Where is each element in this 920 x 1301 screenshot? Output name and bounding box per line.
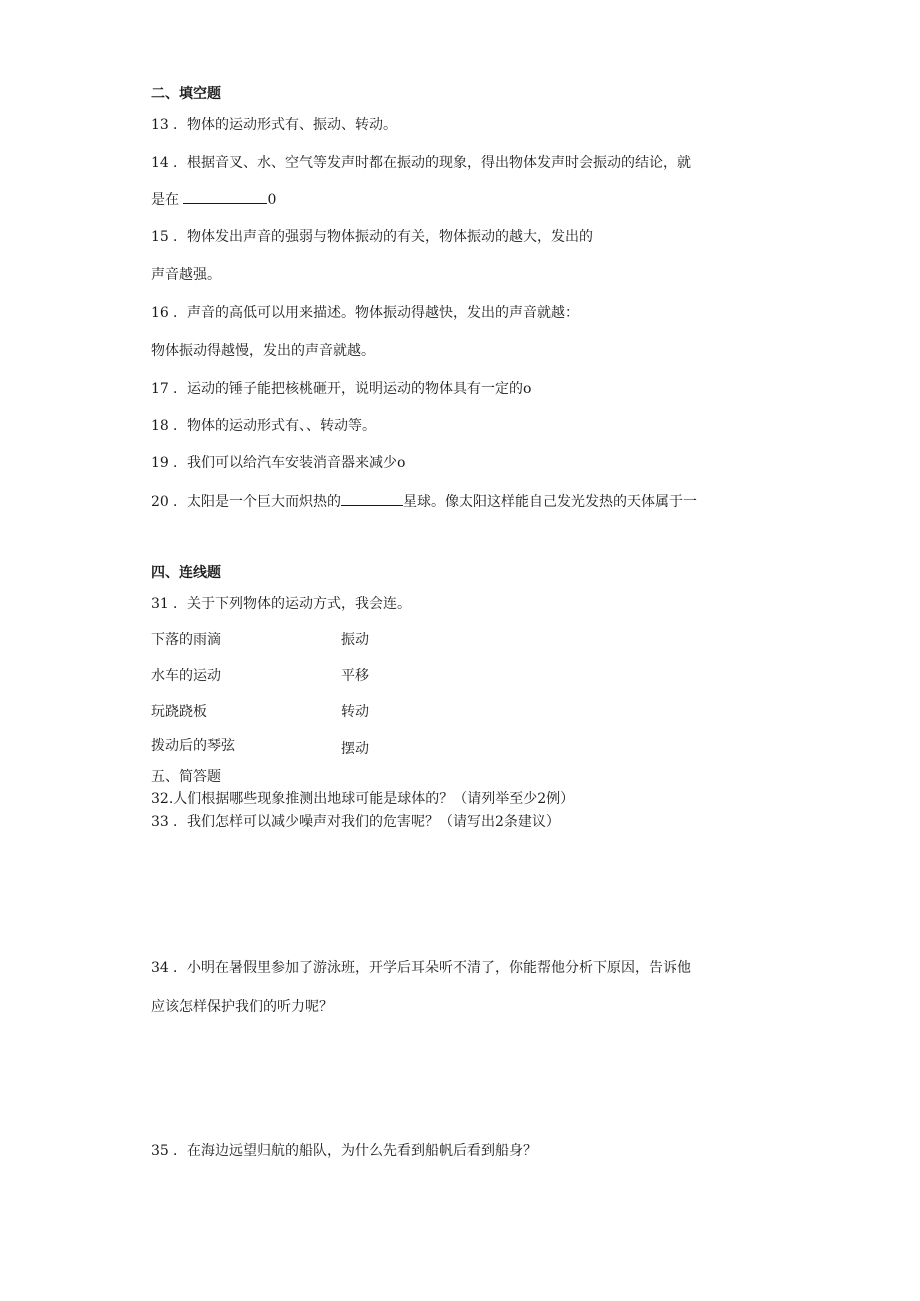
question-number: 31 <box>151 596 169 612</box>
question-number: 20 <box>151 494 169 510</box>
question-19 <box>151 453 405 473</box>
match-left-item[interactable]: 玩跷跷板 <box>151 704 207 720</box>
match-left-item[interactable]: 拨动后的琴弦 <box>151 738 235 754</box>
question-text: 是在 <box>151 192 179 208</box>
question-number: 18 <box>151 418 169 434</box>
question-34 <box>151 958 691 978</box>
question-13 <box>151 115 397 135</box>
question-text: 星球。像太阳这样能自己发光发热的天体属于一 <box>403 494 697 510</box>
question-34-continuation: 应该怎样保护我们的听力呢？ <box>151 999 333 1015</box>
question-18 <box>151 416 376 436</box>
question-number: 15 <box>151 229 169 245</box>
question-text: ．在海边远望归航的船队，为什么先看到船帆后看到船身？ <box>173 1143 537 1159</box>
match-left-item[interactable]: 下落的雨滴 <box>151 632 221 648</box>
answer-blank[interactable] <box>341 491 403 506</box>
question-33 <box>151 812 560 832</box>
match-right-item[interactable]: 平移 <box>341 668 369 684</box>
question-number: 16 <box>151 305 169 321</box>
question-text: ．我们怎样可以减少噪声对我们的危害呢？（请写出2条建议） <box>173 814 560 830</box>
question-20 <box>151 491 697 512</box>
question-16-continuation: 物体振动得越慢，发出的声音就越。 <box>151 343 375 359</box>
section-heading-matching: 四、连线题 <box>151 565 221 581</box>
question-text: ．运动的锤子能把核桃砸开，说明运动的物体具有一定的o <box>173 381 532 397</box>
question-number: 14 <box>151 155 169 171</box>
question-number: 35 <box>151 1143 169 1159</box>
question-16 <box>151 303 579 323</box>
question-14-continuation <box>151 189 276 210</box>
match-left-item[interactable]: 水车的运动 <box>151 668 221 684</box>
question-text: ．声音的高低可以用来描述。物体振动得越快，发出的声音就越： <box>173 305 579 321</box>
match-right-item[interactable]: 转动 <box>341 704 369 720</box>
match-right-item[interactable]: 摆动 <box>341 741 369 757</box>
question-number: 34 <box>151 960 169 976</box>
question-text: ．关于下列物体的运动方式，我会连。 <box>173 596 411 612</box>
question-text: ．太阳是一个巨大而炽热的 <box>173 494 341 510</box>
question-31 <box>151 594 411 614</box>
question-text: 0 <box>267 192 277 208</box>
section-heading-fill-in: 二、填空题 <box>151 86 221 102</box>
question-text: ．根据音叉、水、空气等发声时都在振动的现象，得出物体发声时会振动的结论，就 <box>173 155 691 171</box>
question-text: ．物体的运动形式有、振动、转动。 <box>173 117 397 133</box>
question-text: ．物体的运动形式有、、转动等。 <box>173 418 376 434</box>
question-17 <box>151 379 531 399</box>
question-number: 19 <box>151 455 169 471</box>
question-number: 13 <box>151 117 169 133</box>
question-number: 17 <box>151 381 169 397</box>
question-14 <box>151 153 691 173</box>
question-35 <box>151 1141 537 1161</box>
section-heading-short-answer: 五、简答题 <box>151 769 221 785</box>
question-text: ．我们可以给汽车安装消音器来减少o <box>173 455 406 471</box>
question-text: ．小明在暑假里参加了游泳班，开学后耳朵听不清了，你能帮他分析下原因，告诉他 <box>173 960 691 976</box>
question-number: 33 <box>151 814 169 830</box>
question-15-continuation: 声音越强。 <box>151 267 221 283</box>
match-right-item[interactable]: 振动 <box>341 632 369 648</box>
question-15 <box>151 227 593 247</box>
answer-blank[interactable] <box>183 189 267 204</box>
question-32: 32.人们根据哪些现象推测出地球可能是球体的？（请列举至少2例） <box>151 791 575 807</box>
question-text: ．物体发出声音的强弱与物体振动的有关，物体振动的越大，发出的 <box>173 229 593 245</box>
